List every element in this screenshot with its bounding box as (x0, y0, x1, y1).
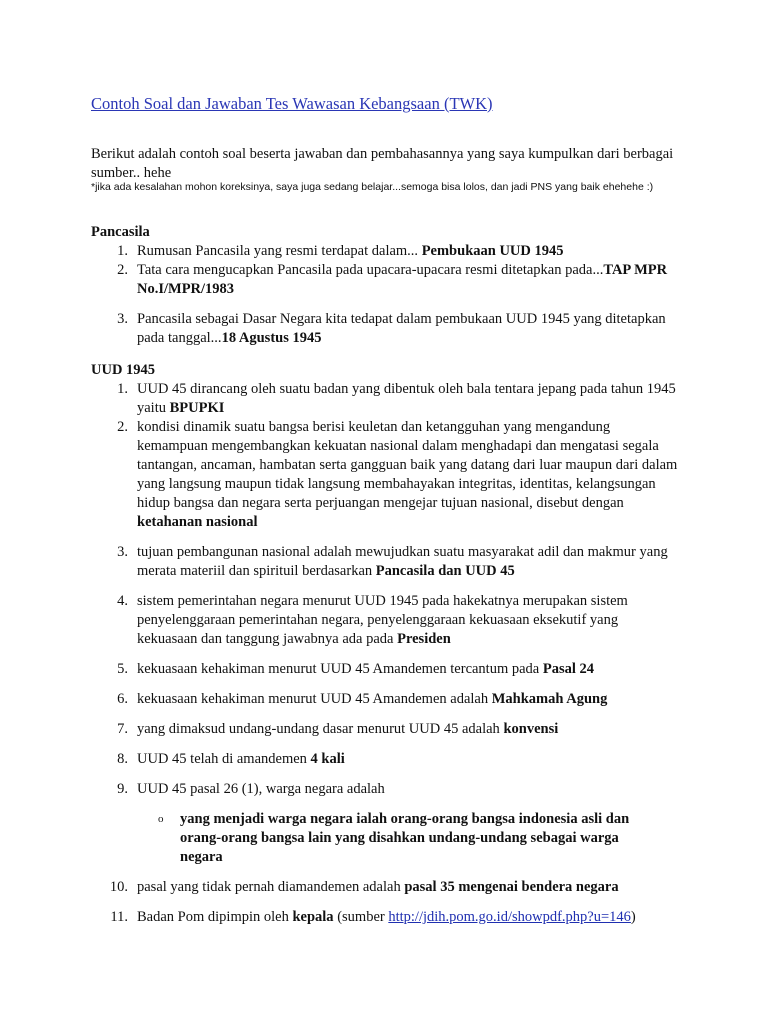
sub-bullet-text: yang menjadi warga negara ialah orang-orang bangsa indonesia asli dan orang-orang bangsa lain yang disahkan undang-undang sebagai warga negara (180, 811, 630, 865)
list-item (0, 261, 768, 299)
item-answer: kepala (292, 909, 334, 925)
item-question: UUD 45 telah di amandemen (137, 751, 311, 767)
list-item (0, 720, 768, 739)
item-question: kekuasaan kehakiman menurut UUD 45 Amandemen adalah (137, 691, 492, 707)
item-answer: Pancasila dan UUD 45 (375, 563, 515, 579)
list-item (0, 543, 768, 581)
list-item (0, 660, 768, 679)
sub-bullet-item (0, 810, 768, 867)
item-number: 5. (117, 661, 128, 677)
item-answer: konvensi (503, 721, 559, 737)
section-heading-pancasila: Pancasila (91, 224, 150, 240)
page-title: Contoh Soal dan Jawaban Tes Wawasan Kebangsaan (TWK) (91, 94, 493, 113)
item-question: kondisi dinamik suatu bangsa berisi keuletan dan ketangguhan yang mengandung kemampuan mengembangkan kekuatan nasional dalam menghadapi dan mengatasi segala tantangan, ancaman, hambatan serta gangguan baik yang datang dari luar maupun dari dalam yang langsung maupun tidak langsung membahayakan integritas, identitas, kelangsungan hidup bangsa dan negara serta perjuangan mengejar tujuan nasional, disebut dengan (137, 419, 678, 511)
list-item (0, 380, 768, 418)
source-suffix: ) (630, 909, 636, 925)
item-number: 11. (110, 909, 128, 925)
item-number: 8. (117, 751, 128, 767)
item-number: 10. (109, 879, 128, 895)
list-item (0, 780, 768, 799)
item-question: kekuasaan kehakiman menurut UUD 45 Amandemen tercantum pada (137, 661, 543, 677)
item-question: sistem pemerintahan negara menurut UUD 1945 pada hakekatnya merupakan sistem penyelenggaraan pemerintahan negara, penyelenggaraan kekuasaan eksekutif yang kekuasaan dan tanggung jawabnya ada pada (137, 593, 628, 647)
note-paragraph: *jika ada kesalahan mohon koreksinya, saya juga sedang belajar...semoga bisa lolos, dan jadi PNS yang baik ehehehe :) (91, 181, 654, 193)
list-item (0, 690, 768, 709)
item-number: 3. (117, 311, 128, 327)
item-question: pasal yang tidak pernah diamandemen adalah (137, 879, 405, 895)
item-answer: 4 kali (310, 751, 345, 767)
item-number: 4. (117, 593, 128, 609)
item-question: Pancasila sebagai Dasar Negara kita tedapat dalam pembukaan UUD 1945 yang ditetapkan pada tanggal... (137, 311, 666, 346)
section-heading-uud: UUD 1945 (91, 362, 156, 378)
item-answer: ketahanan nasional (137, 514, 258, 530)
item-question: yang dimaksud undang-undang dasar menurut UUD 45 adalah (137, 721, 504, 737)
item-question: tujuan pembangunan nasional adalah mewujudkan suatu masyarakat adil dan makmur yang merata materiil dan spirituil berdasarkan (137, 544, 668, 579)
item-number: 2. (117, 419, 128, 435)
item-question: UUD 45 dirancang oleh suatu badan yang dibentuk oleh bala tentara jepang pada tahun 1945 yaitu (137, 381, 676, 416)
item-number: 1. (117, 381, 128, 397)
item-number: 1. (117, 243, 128, 259)
list-item (0, 418, 768, 532)
source-prefix: (sumber (333, 909, 389, 925)
list-item (0, 310, 768, 348)
item-question: UUD 45 pasal 26 (1), warga negara adalah (137, 781, 385, 797)
list-item (0, 592, 768, 649)
item-number: 7. (117, 721, 128, 737)
item-answer: TAP MPR No.I/MPR/1983 (137, 262, 668, 297)
item-number: 9. (117, 781, 128, 797)
item-answer: Mahkamah Agung (491, 691, 608, 707)
list-item (0, 878, 768, 897)
item-number: 2. (117, 262, 128, 278)
item-answer: BPUPKI (169, 400, 225, 416)
list-item (0, 908, 768, 927)
item-question: Tata cara mengucapkan Pancasila pada upacara-upacara resmi ditetapkan pada... (137, 262, 604, 278)
item-question: Rumusan Pancasila yang resmi terdapat dalam... (137, 243, 422, 259)
item-question: Badan Pom dipimpin oleh (137, 909, 293, 925)
item-number: 3. (117, 544, 128, 560)
item-answer: Pembukaan UUD 1945 (421, 243, 564, 259)
source-link[interactable]: http://jdih.pom.go.id/showpdf.php?u=146 (388, 909, 631, 925)
list-item (0, 242, 768, 261)
item-answer: 18 Agustus 1945 (221, 330, 322, 346)
item-answer: Presiden (397, 631, 451, 647)
bullet-marker: o (158, 813, 164, 825)
item-answer: Pasal 24 (542, 661, 595, 677)
item-number: 6. (117, 691, 128, 707)
pancasila-list (0, 242, 768, 348)
list-item (0, 750, 768, 769)
item-answer: pasal 35 mengenai bendera negara (404, 879, 619, 895)
intro-paragraph: Berikut adalah contoh soal beserta jawaban dan pembahasannya yang saya kumpulkan dari berbagai sumber.. hehe (91, 146, 674, 181)
uud-list (0, 380, 768, 927)
